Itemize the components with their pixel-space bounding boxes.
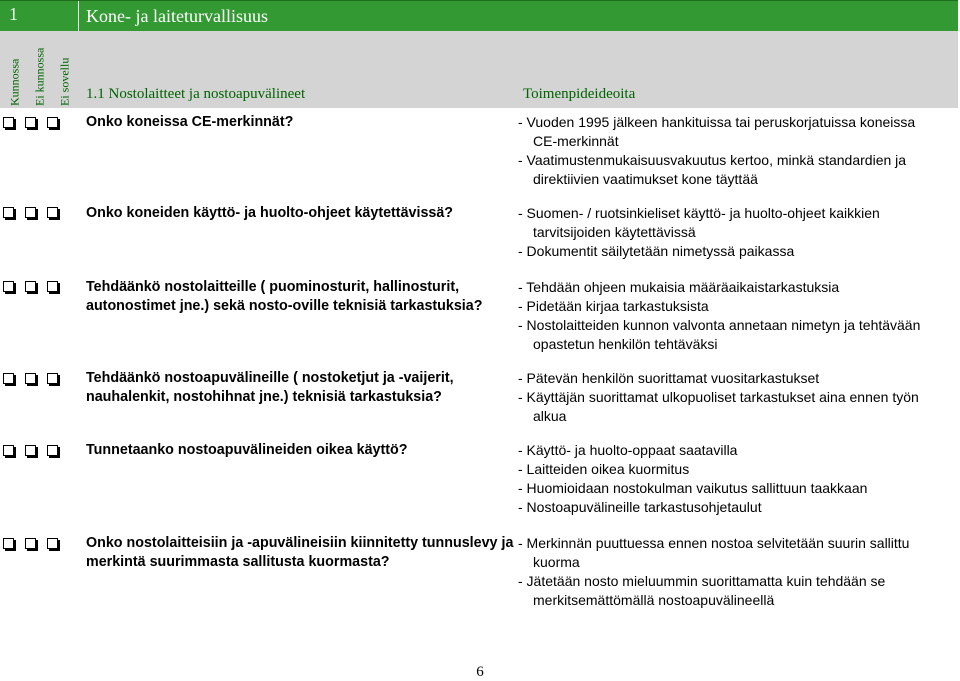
question-line: autonostimet jne.) sekä nosto-oville teknisiä tarkastuksia? (86, 298, 483, 314)
checkbox-kunnossa[interactable] (3, 117, 14, 128)
checkbox-ei-sovellu[interactable] (47, 281, 58, 292)
checkbox-ei-sovellu[interactable] (47, 117, 58, 128)
column-label-kunnossa: Kunnossa (7, 58, 22, 106)
question-text (86, 534, 516, 572)
idea-item: - Dokumentit säilytetään nimetyssä paikassa (518, 243, 795, 259)
question-line: Onko nostolaitteisiin ja -apuvälineisiin kiinnitetty tunnuslevy ja (86, 535, 514, 551)
row-checkboxes (3, 538, 58, 549)
idea-item: - Suomen- / ruotsinkieliset käyttö- ja huolto-ohjeet kaikkien tarvitsijoiden käytettävissä (518, 205, 880, 240)
checkbox-ei-kunnossa[interactable] (25, 445, 36, 456)
idea-item: - Nostoapuvälineille tarkastusohjetaulut (518, 499, 762, 515)
ideas-list (518, 534, 938, 610)
question-text (86, 204, 516, 223)
question-line: Tehdäänkö nostolaitteille ( puominosturit, hallinosturit, (86, 279, 460, 295)
checkbox-kunnossa[interactable] (3, 445, 14, 456)
idea-item: - Pätevän henkilön suorittamat vuositarkastukset (518, 370, 820, 386)
question-text (86, 113, 516, 132)
row-checkboxes (3, 207, 58, 218)
checkbox-ei-kunnossa[interactable] (25, 281, 36, 292)
idea-item: - Vuoden 1995 jälkeen hankituissa tai peruskorjatuissa koneissa CE-merkinnät (518, 114, 916, 149)
ideas-list (518, 113, 938, 189)
question-line: Tehdäänkö nostoapuvälineille ( nostoketjut ja -vaijerit, (86, 370, 454, 386)
question-line: Tunnetaanko nostoapuvälineiden oikea käyttö? (86, 442, 408, 458)
question-text (86, 369, 516, 407)
checkbox-ei-kunnossa[interactable] (25, 117, 36, 128)
question-text (86, 441, 516, 460)
checkbox-kunnossa[interactable] (3, 207, 14, 218)
ideas-column-title: Toimenpideideoita (523, 86, 636, 102)
column-label-ei-kunnossa: Ei kunnossa (32, 47, 47, 106)
idea-item: - Huomioidaan nostokulman vaikutus sallittuun taakkaan (518, 480, 868, 496)
idea-item: - Vaatimustenmukaisuusvakuutus kertoo, minkä standardien ja direktiivien vaatimukset kone täyttää (518, 152, 907, 187)
header-divider (78, 1, 79, 31)
question-text (86, 278, 516, 316)
checkbox-ei-kunnossa[interactable] (25, 207, 36, 218)
idea-item: - Käyttö- ja huolto-oppaat saatavilla (518, 442, 738, 458)
checkbox-ei-sovellu[interactable] (47, 373, 58, 384)
checkbox-ei-sovellu[interactable] (47, 445, 58, 456)
checkbox-ei-sovellu[interactable] (47, 207, 58, 218)
checkbox-ei-kunnossa[interactable] (25, 538, 36, 549)
checkbox-kunnossa[interactable] (3, 281, 14, 292)
idea-item: - Laitteiden oikea kuormitus (518, 461, 690, 477)
checkbox-kunnossa[interactable] (3, 373, 14, 384)
column-label-ei-sovellu: Ei sovellu (57, 57, 72, 106)
section-header (0, 0, 958, 32)
question-line: Onko koneissa CE-merkinnät? (86, 114, 294, 130)
row-checkboxes (3, 445, 58, 456)
row-checkboxes (3, 117, 58, 128)
page-number: 6 (476, 664, 484, 680)
question-line: Onko koneiden käyttö- ja huolto-ohjeet käytettävissä? (86, 205, 454, 221)
idea-item: - Nostolaitteiden kunnon valvonta annetaan nimetyn ja tehtävään opastetun henkilön tehtäväksi (518, 317, 921, 352)
ideas-list (518, 441, 938, 517)
section-number: 1 (9, 4, 18, 24)
row-checkboxes (3, 373, 58, 384)
ideas-list (518, 204, 938, 261)
ideas-list (518, 278, 938, 354)
checkbox-ei-sovellu[interactable] (47, 538, 58, 549)
idea-item: - Tehdään ohjeen mukaisia määräaikaistarkastuksia (518, 279, 840, 295)
question-line: nauhalenkit, nostohihnat jne.) teknisiä tarkastuksia? (86, 389, 442, 405)
idea-item: - Pidetään kirjaa tarkastuksista (518, 298, 709, 314)
idea-item: - Merkinnän puuttuessa ennen nostoa selvitetään suurin sallittu kuorma (518, 535, 910, 570)
row-checkboxes (3, 281, 58, 292)
checkbox-ei-kunnossa[interactable] (25, 373, 36, 384)
idea-item: - Jätetään nosto mieluummin suorittamatta kuin tehdään se merkitsemättömällä nostoapuvälineellä (518, 573, 886, 608)
section-title: Kone- ja laiteturvallisuus (86, 6, 268, 26)
ideas-list (518, 369, 938, 426)
subsection-title: 1.1 Nostolaitteet ja nostoapuvälineet (86, 86, 306, 102)
idea-item: - Käyttäjän suorittamat ulkopuoliset tarkastukset aina ennen työn alkua (518, 389, 919, 424)
checkbox-kunnossa[interactable] (3, 538, 14, 549)
question-line: merkintä suurimmasta sallitusta kuormasta? (86, 554, 390, 570)
